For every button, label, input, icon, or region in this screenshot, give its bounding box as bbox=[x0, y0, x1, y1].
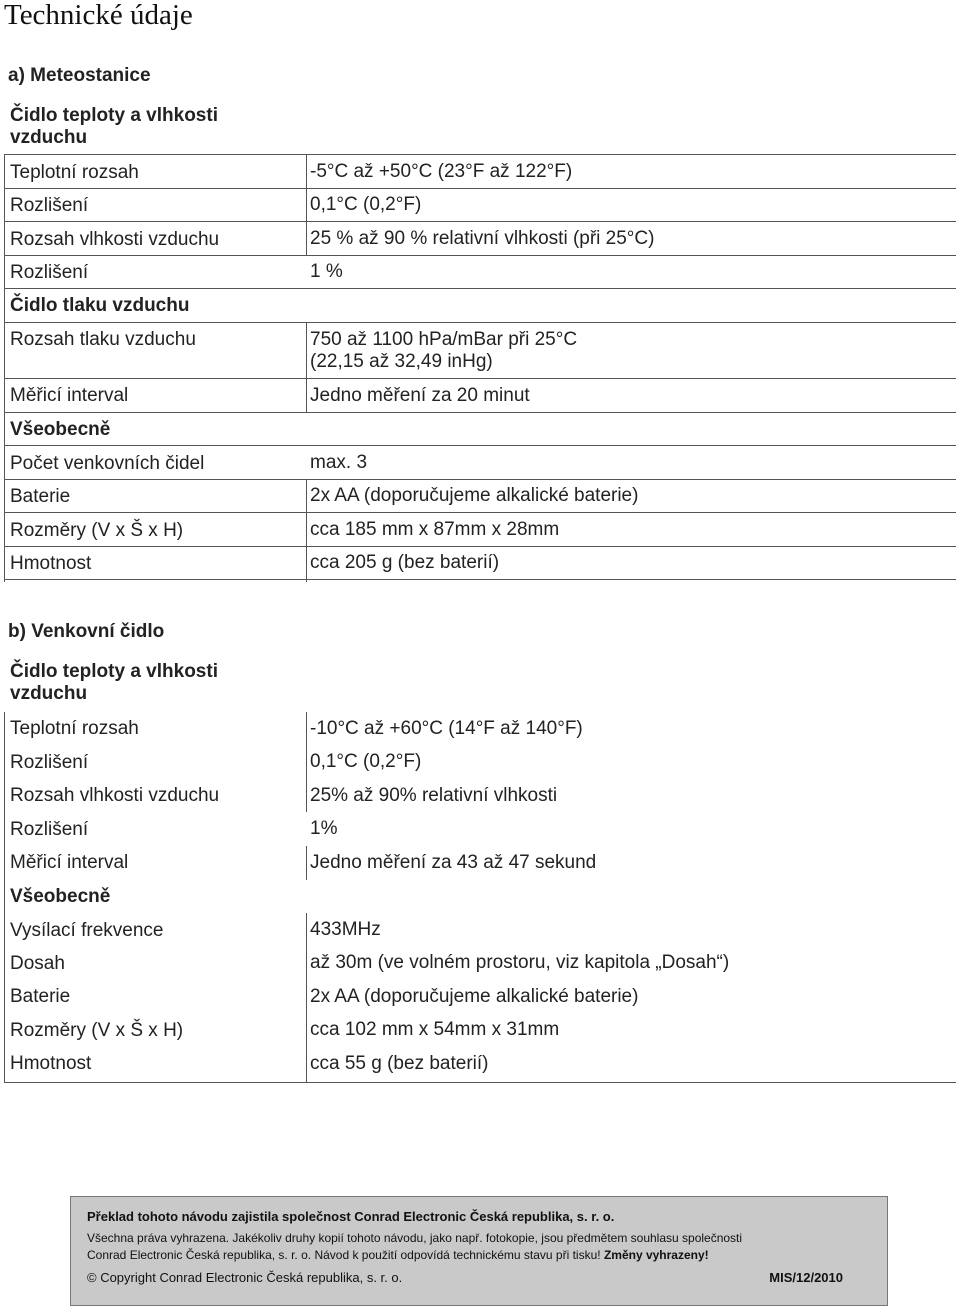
row-label: Baterie bbox=[10, 486, 71, 507]
row-label: Hmotnost bbox=[10, 1053, 92, 1074]
row-value: 1 % bbox=[310, 261, 343, 282]
section-b-sub1-label: Čidlo teploty a vlhkosti vzduchu bbox=[10, 661, 218, 704]
row-label: Dosah bbox=[10, 953, 65, 974]
row-label: Teplotní rozsah bbox=[10, 718, 139, 739]
row-value: 433MHz bbox=[310, 919, 381, 940]
section-b-sub2-label: Všeobecně bbox=[10, 886, 111, 907]
footer-changes-reserved: Změny vyhrazeny! bbox=[603, 1248, 709, 1262]
table-b-divider bbox=[306, 712, 307, 812]
row-label: Měřicí interval bbox=[10, 852, 129, 873]
row-value: až 30m (ve volném prostoru, viz kapitola „Dosah“) bbox=[310, 952, 730, 973]
row-label: Baterie bbox=[10, 986, 71, 1007]
row-value: max. 3 bbox=[310, 452, 368, 473]
row-label: Vysílací frekvence bbox=[10, 920, 164, 941]
table-row bbox=[4, 222, 956, 256]
table-row bbox=[4, 446, 956, 480]
table-b-divider bbox=[306, 846, 307, 880]
section-a-sub3-label: Všeobecně bbox=[10, 419, 111, 440]
row-label: Rozlišení bbox=[10, 819, 89, 840]
footer-document-code: MIS/12/2010 bbox=[769, 1270, 843, 1285]
table-row bbox=[4, 323, 956, 379]
row-label: Rozlišení bbox=[10, 262, 89, 283]
footer-rights-line: Všechna práva vyhrazena. Jakékoliv druhy kopií tohoto návodu, jako např. fotokopie, jsou předmětem souhlasu společnosti bbox=[87, 1231, 743, 1245]
table-row bbox=[4, 846, 956, 880]
table-a-divider bbox=[306, 155, 307, 255]
table-row bbox=[4, 712, 956, 746]
table-row bbox=[4, 813, 956, 846]
section-a-sub1-label: Čidlo teploty a vlhkosti vzduchu bbox=[10, 105, 218, 148]
footer-company-line bbox=[87, 1248, 709, 1262]
row-label: Měřicí interval bbox=[10, 385, 129, 406]
table-a-left-border bbox=[4, 155, 5, 582]
table-row bbox=[4, 913, 956, 947]
row-label: Rozměry (V x Š x H) bbox=[10, 1020, 184, 1041]
row-value: 1% bbox=[310, 818, 338, 839]
table-row bbox=[4, 155, 956, 189]
footer-copyright: © Copyright Conrad Electronic Česká republika, s. r. o. bbox=[87, 1270, 403, 1285]
section-b-sub1-row bbox=[4, 656, 956, 712]
row-value: 2x AA (doporučujeme alkalické baterie) bbox=[310, 986, 639, 1007]
table-a-divider bbox=[306, 322, 307, 412]
row-label: Hmotnost bbox=[10, 553, 92, 574]
section-a-table bbox=[4, 100, 956, 580]
section-a-sub2-label: Čidlo tlaku vzduchu bbox=[10, 295, 190, 316]
row-value: 750 až 1100 hPa/mBar při 25°C bbox=[310, 329, 578, 350]
row-label: Teplotní rozsah bbox=[10, 162, 139, 183]
row-label: Rozsah vlhkosti vzduchu bbox=[10, 785, 220, 806]
section-a-heading: a) Meteostanice bbox=[8, 65, 151, 86]
row-value: cca 55 g (bez baterií) bbox=[310, 1053, 489, 1074]
row-label: Rozsah tlaku vzduchu bbox=[10, 329, 196, 350]
row-value: cca 102 mm x 54mm x 31mm bbox=[310, 1019, 560, 1040]
table-row bbox=[4, 779, 956, 813]
row-value-secondary: (22,15 až 32,49 inHg) bbox=[310, 351, 493, 372]
table-b-left-border bbox=[4, 712, 5, 1082]
table-row bbox=[4, 480, 956, 513]
row-value: Jedno měření za 43 až 47 sekund bbox=[310, 852, 597, 873]
row-value: -10°C až +60°C (14°F až 140°F) bbox=[310, 718, 583, 739]
page-title: Technické údaje bbox=[4, 0, 193, 31]
row-value: 25 % až 90 % relativní vlhkosti (při 25°C) bbox=[310, 228, 655, 249]
footer-box bbox=[70, 1196, 888, 1306]
row-value: 0,1°C (0,2°F) bbox=[310, 751, 422, 772]
table-row bbox=[4, 1047, 956, 1083]
row-value: 25% až 90% relativní vlhkosti bbox=[310, 785, 558, 806]
row-value: Jedno měření za 20 minut bbox=[310, 385, 530, 406]
table-row bbox=[4, 513, 956, 547]
row-label: Rozlišení bbox=[10, 752, 89, 773]
section-a-sub2-row bbox=[4, 289, 956, 323]
row-label: Rozlišení bbox=[10, 195, 89, 216]
footer-company-text: Conrad Electronic Česká republika, s. r. o. Návod k použití odpovídá technickému stavu při tisku! bbox=[87, 1248, 601, 1262]
row-value: cca 205 g (bez baterií) bbox=[310, 552, 500, 573]
table-b-divider bbox=[306, 913, 307, 1082]
table-row bbox=[4, 1014, 956, 1047]
section-b-table bbox=[4, 656, 956, 1083]
row-label: Rozsah vlhkosti vzduchu bbox=[10, 229, 220, 250]
table-row bbox=[4, 189, 956, 222]
row-value: cca 185 mm x 87mm x 28mm bbox=[310, 519, 560, 540]
section-b-heading: b) Venkovní čidlo bbox=[8, 621, 165, 642]
footer-translation-note: Překlad tohoto návodu zajistila společnost Conrad Electronic Česká republika, s. r. o. bbox=[87, 1209, 615, 1224]
table-row bbox=[4, 379, 956, 413]
row-value: 2x AA (doporučujeme alkalické baterie) bbox=[310, 485, 639, 506]
section-a-sub1-row bbox=[4, 100, 956, 155]
row-value: 0,1°C (0,2°F) bbox=[310, 194, 422, 215]
section-b-sub2-row bbox=[4, 880, 956, 913]
table-row bbox=[4, 947, 956, 980]
table-row bbox=[4, 256, 956, 289]
table-a-divider bbox=[306, 480, 307, 582]
table-row bbox=[4, 547, 956, 580]
row-label: Rozměry (V x Š x H) bbox=[10, 520, 184, 541]
row-value: -5°C až +50°C (23°F až 122°F) bbox=[310, 161, 573, 182]
table-row bbox=[4, 980, 956, 1014]
table-row bbox=[4, 746, 956, 779]
row-label: Počet venkovních čidel bbox=[10, 453, 205, 474]
section-a-sub3-row bbox=[4, 413, 956, 446]
